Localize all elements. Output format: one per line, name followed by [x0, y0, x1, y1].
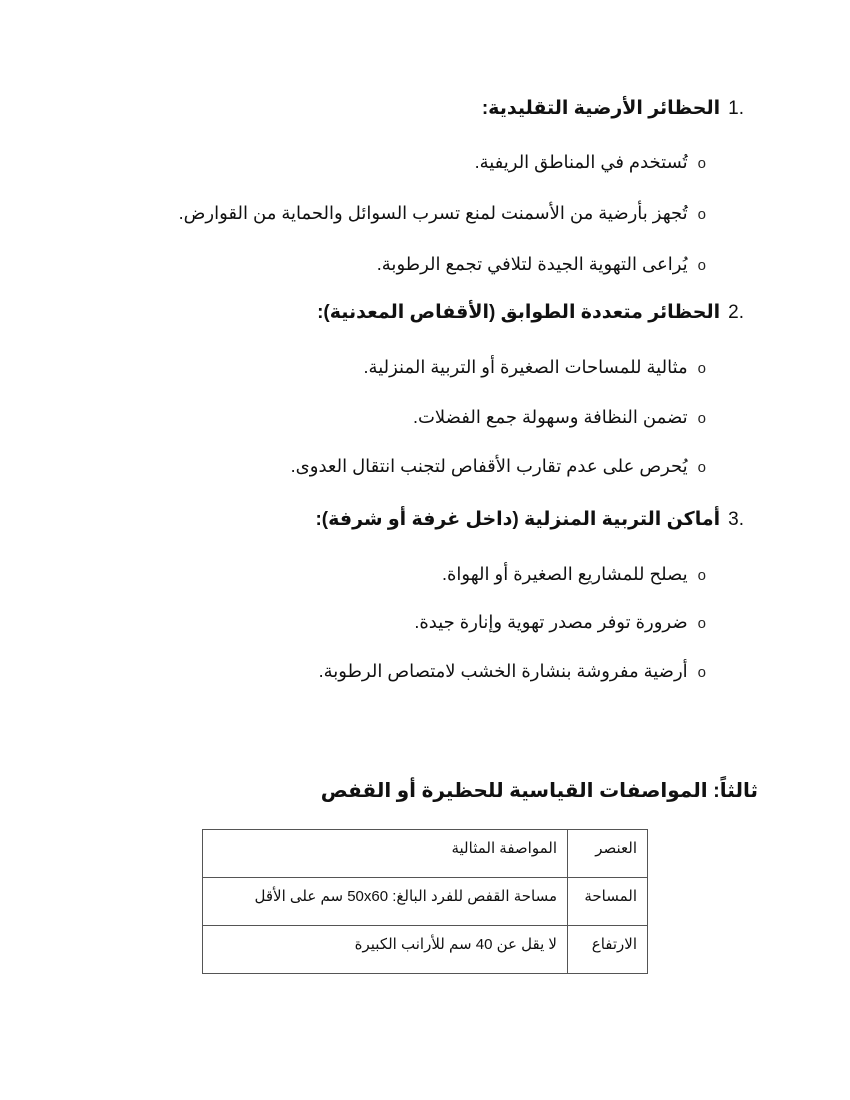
row-item: المساحة: [568, 878, 648, 926]
bullet-marker: o: [697, 410, 706, 427]
bullet-marker: o: [697, 257, 706, 274]
section-3-title: أماكن التربية المنزلية (داخل غرفة أو شرفة):: [315, 509, 721, 530]
bullet-marker: o: [697, 206, 706, 223]
bullet-text: تُستخدم في المناطق الريفية.: [474, 152, 688, 172]
bullet-text: يُراعى التهوية الجيدة لتلافي تجمع الرطوبة.: [376, 254, 688, 274]
section-1-heading: [482, 97, 744, 120]
bullet-marker: o: [697, 459, 706, 476]
table-row: [203, 878, 648, 926]
header-item: العنصر: [568, 830, 648, 878]
list-item: [319, 661, 706, 682]
bullet-text: تُجهز بأرضية من الأسمنت لمنع تسرب السوائل والحماية من القوارض.: [178, 203, 688, 223]
list-item: [414, 612, 706, 633]
list-item: [179, 203, 706, 224]
spec-table: [202, 829, 648, 974]
table-header-row: [203, 830, 648, 878]
section-1-number: .1: [728, 98, 744, 119]
section-3-heading: [315, 508, 744, 531]
bullet-text: يُحرص على عدم تقارب الأقفاص لتجنب انتقال العدوى.: [290, 456, 688, 476]
section-3-number: .3: [728, 509, 744, 530]
bullet-marker: o: [697, 155, 706, 172]
section-2-number: .2: [728, 302, 744, 323]
bullet-marker: o: [697, 664, 706, 681]
list-item: [364, 357, 706, 378]
list-item: [291, 456, 706, 477]
bullet-marker: o: [697, 567, 706, 584]
header-spec: المواصفة المثالية: [203, 830, 568, 878]
list-item: [413, 407, 706, 428]
section-2-heading: [317, 301, 744, 324]
bullet-text: تضمن النظافة وسهولة جمع الفضلات.: [412, 407, 688, 427]
row-spec: لا يقل عن 40 سم للأرانب الكبيرة: [203, 926, 568, 974]
list-item: [377, 254, 706, 275]
standards-section-title: ثالثاً: المواصفات القياسية للحظيرة أو القفص: [320, 780, 758, 802]
table-row: [203, 926, 648, 974]
bullet-marker: o: [697, 615, 706, 632]
bullet-text: أرضية مفروشة بنشارة الخشب لامتصاص الرطوبة.: [318, 661, 688, 681]
section-1-title: الحظائر الأرضية التقليدية:: [481, 98, 721, 119]
bullet-marker: o: [697, 360, 706, 377]
bullet-text: يصلح للمشاريع الصغيرة أو الهواة.: [442, 564, 688, 584]
row-spec: مساحة القفص للفرد البالغ: 50x60 سم على الأقل: [203, 878, 568, 926]
list-item: [442, 564, 706, 585]
list-item: [475, 152, 706, 173]
row-item: الارتفاع: [568, 926, 648, 974]
section-2-title: الحظائر متعددة الطوابق (الأقفاص المعدنية):: [317, 302, 721, 323]
bullet-text: مثالية للمساحات الصغيرة أو التربية المنزلية.: [363, 357, 688, 377]
bullet-text: ضرورة توفر مصدر تهوية وإنارة جيدة.: [414, 612, 688, 632]
